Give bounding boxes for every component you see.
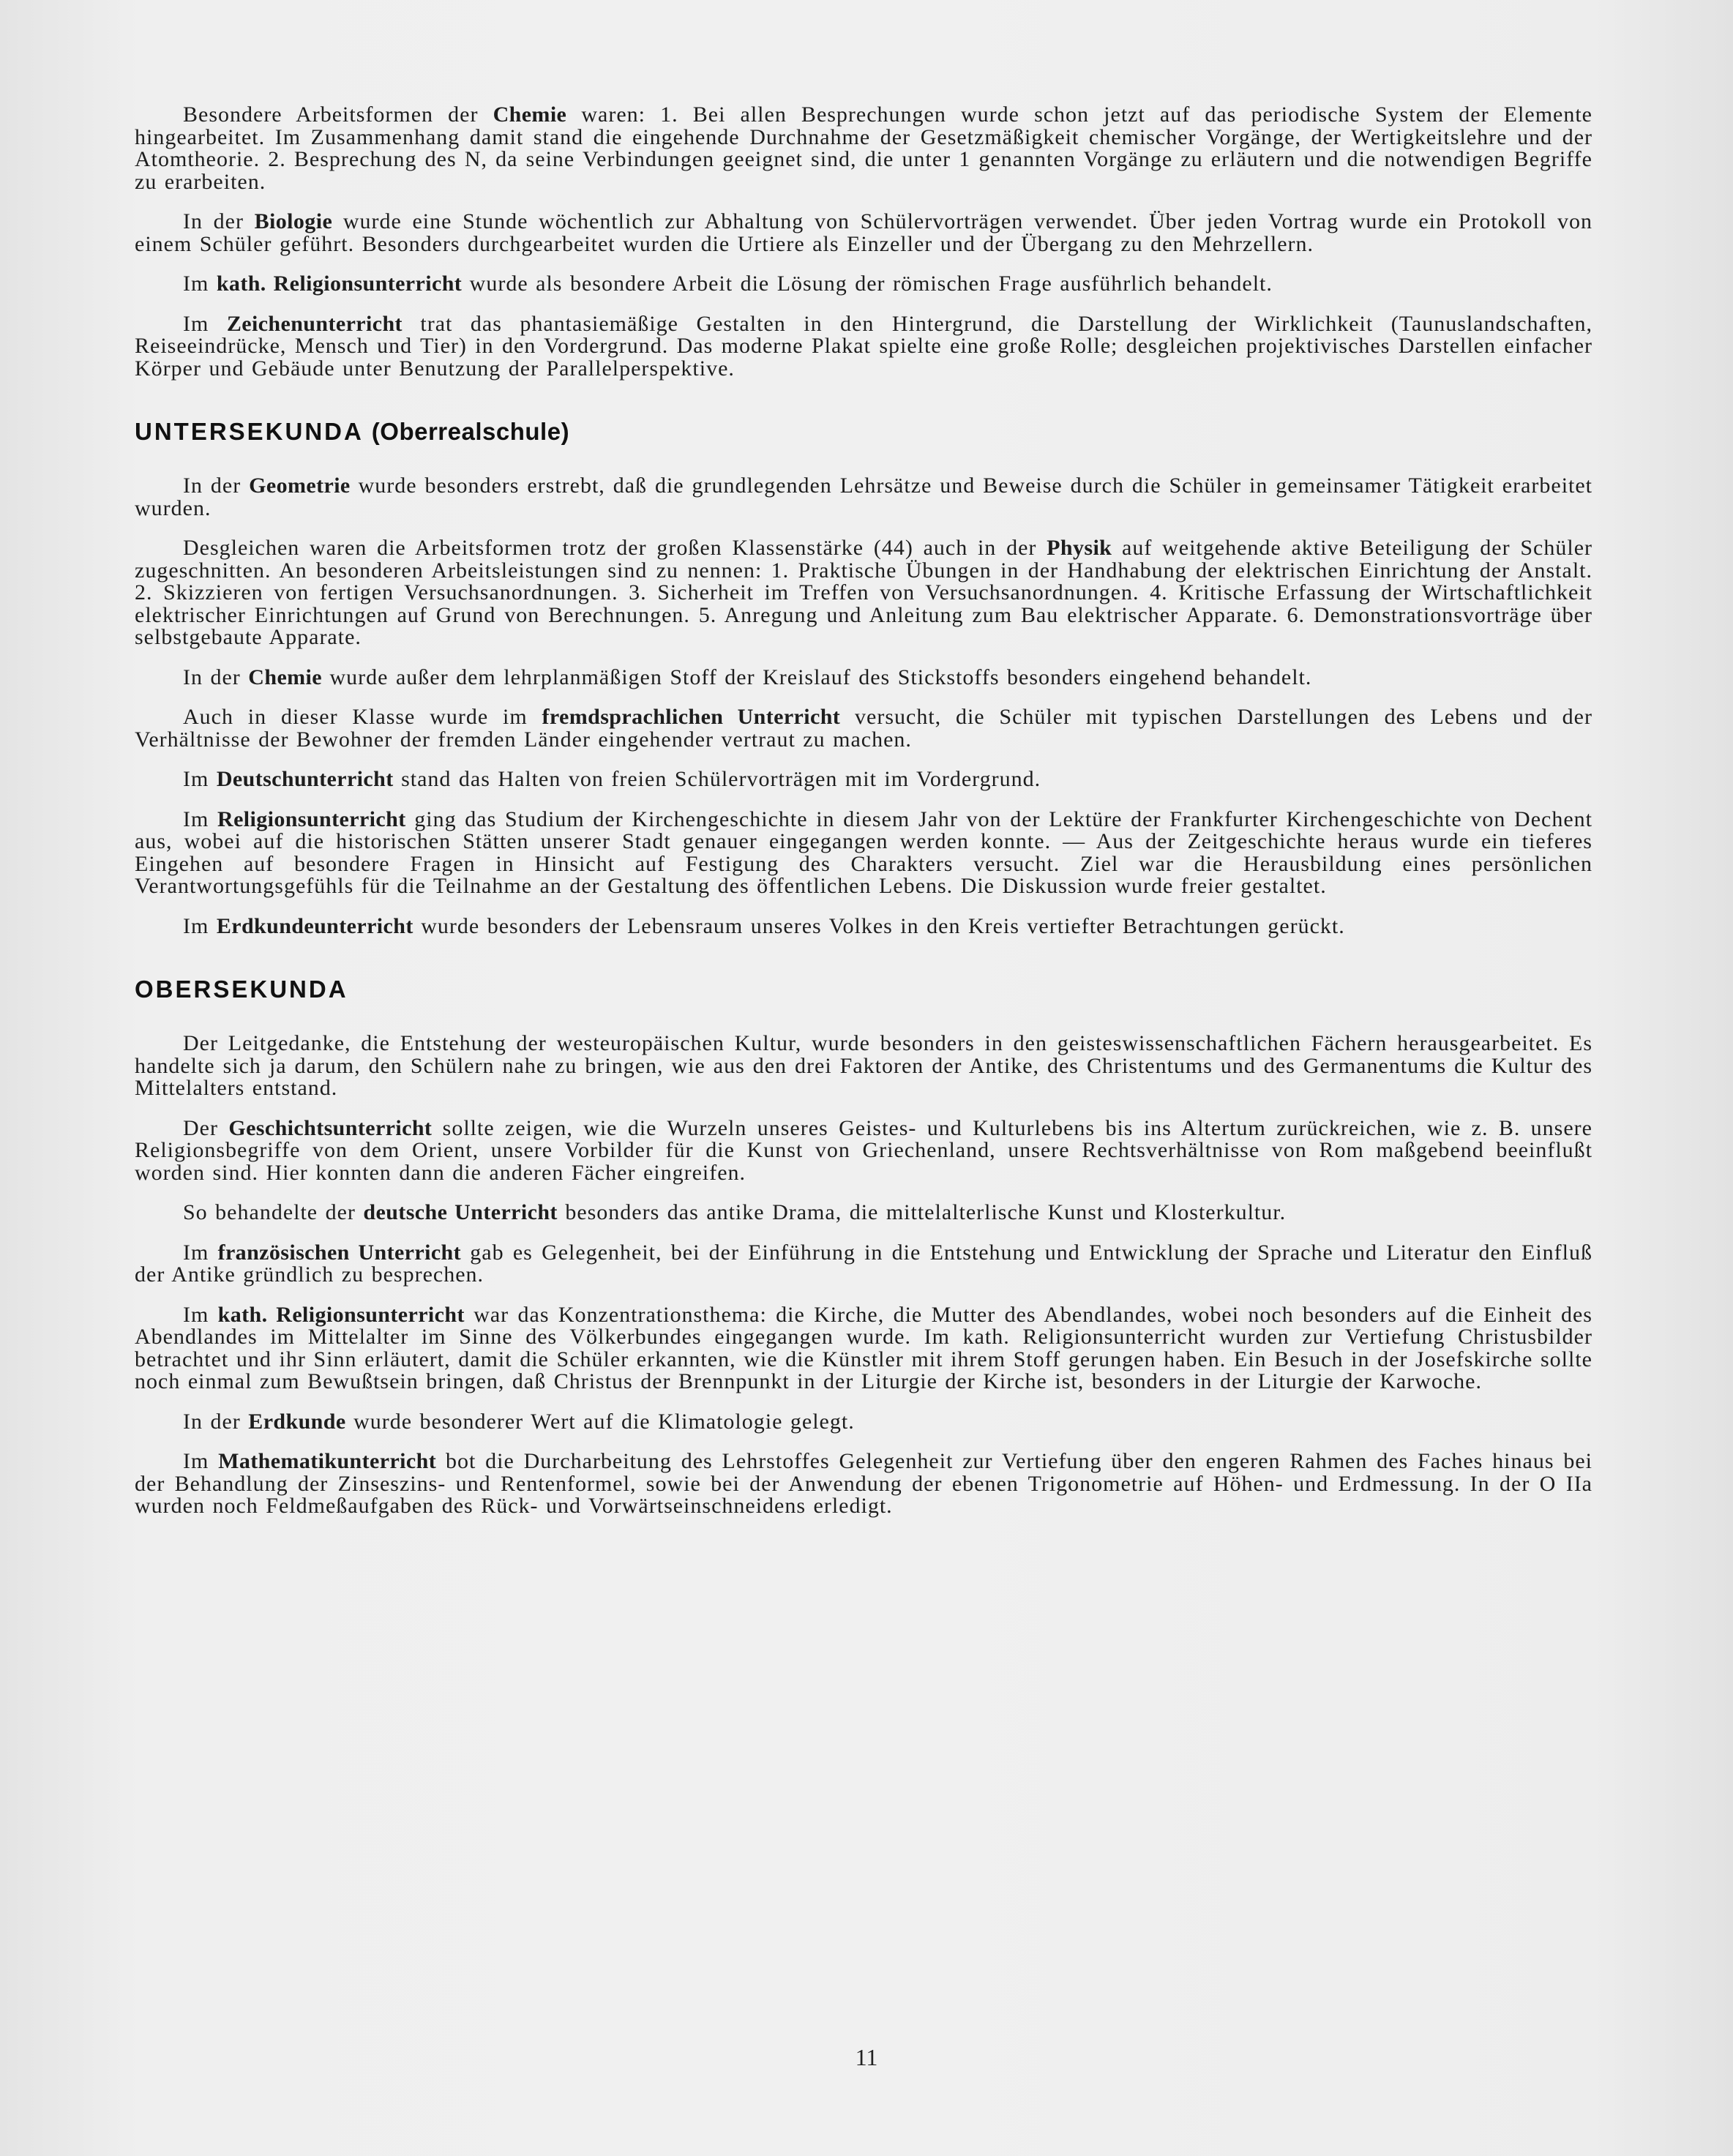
text-fragment: waren: 1. Bei allen Besprechungen wurde schon jetzt auf das periodische System der Elemente hingearbeitet. Im Zusammenhang damit stand die eingehende Durchnahme der Gesetzmäßigkeit chemischer Vorgänge, der Wertigkeitslehre und der Atomtheorie. 2. Besprechung des N, da seine Verbindungen geeignet sind, die unter 1 genannten Vorgänge zu erläutern und die notwendigen Begriffe zu erarbeiten. xyxy=(135,102,1592,194)
text-fragment: auf weitgehende aktive Beteiligung der Schüler zugeschnitten. An besonderen Arbeitsleistungen sind zu nennen: 1. Praktische Übungen in der Handhabung der elektrischen Einrichtung der Anstalt. 2. Skizzieren von fertigen Versuchsanordnungen. 3. Sicherheit im Treffen von Versuchsanordnungen. 4. Kritische Erfassung der Wirtschaftlichkeit elektrischer Einrichtungen auf Grund von Berechnungen. 5. Anregung und Anleitung zum Bau elektrischer Apparate. 6. Demonstrationsvorträge über selbstgebaute Apparate. xyxy=(135,536,1592,649)
subject-geometrie: Geometrie xyxy=(249,474,351,498)
text-fragment: In der xyxy=(183,665,249,689)
paragraph-geschichte xyxy=(135,1115,1592,1185)
text-fragment: wurde als besondere Arbeit die Lösung der römischen Frage ausführlich behandelt. xyxy=(462,272,1273,296)
text-fragment: Im xyxy=(183,913,217,938)
text-fragment: wurde besonderer Wert auf die Klimatologie gelegt. xyxy=(345,1409,855,1434)
text-fragment: stand das Halten von freien Schülervorträgen mit im Vordergrund. xyxy=(393,767,1041,791)
text-fragment: In der xyxy=(183,209,255,233)
text-fragment: wurde außer dem lehrplanmäßigen Stoff der Kreislauf des Stickstoffs besonders eingehend behandelt. xyxy=(322,665,1312,689)
text-fragment: Im xyxy=(183,1240,218,1265)
subject-deutsch: deutsche Unterricht xyxy=(363,1200,558,1224)
section-heading-untersekunda xyxy=(135,418,1592,446)
paragraph-deutsch-os xyxy=(135,1202,1592,1224)
text-fragment: besonders das antike Drama, die mittelalterlische Kunst und Klosterkultur. xyxy=(557,1200,1287,1224)
subject-chemie: Chemie xyxy=(493,102,567,127)
text-fragment: war das Konzentrationsthema: die Kirche, die Mutter des Abendlandes, wobei noch besonders auf die Einheit des Abendlandes im Mittelalter im Sinne des Völkerbundes eingegangen wurde. Im kath. Religionsunterricht wurden zur Vertiefung Christusbilder betrachtet und ihr Sinn erläutert, damit die Schüler erkannten, wie die Künstler mit ihrem Stoff gerungen haben. Ein Besuch in der Josefskirche sollte noch einmal zum Bewußtsein bringen, daß Christus der Brennpunkt in der Liturgie der Kirche ist, besonders in der Liturgie der Karwoche. xyxy=(135,1302,1592,1393)
subject-deutsch: Deutschunterricht xyxy=(216,767,394,791)
text-fragment: Der xyxy=(183,1115,229,1140)
text-fragment: In der xyxy=(183,474,250,498)
text-fragment: bot die Durcharbeitung des Lehrstoffes Gelegenheit zur Vertiefung über den engeren Rahmen des Faches hinaus bei der Behandlung der Zinseszins- und Rentenformel, sowie bei der Anwendung der ebenen Trigonometrie auf Höhen- und Erdmessung. In der O IIa wurden noch Feldmeßaufgaben des Rück- und Vorwärtseinschneidens erledigt. xyxy=(135,1449,1592,1518)
paragraph-erdkunde-us xyxy=(135,913,1592,938)
paragraph-biologie xyxy=(135,211,1592,255)
text-fragment: Im xyxy=(183,272,217,296)
text-fragment: Auch in dieser Klasse wurde im xyxy=(183,705,542,729)
text-fragment: Besondere Arbeitsformen der xyxy=(183,102,493,127)
paragraph-religion xyxy=(135,273,1592,296)
text-fragment: versucht, die Schüler mit typischen Darstellungen des Lebens und der Verhältnisse der Bewohner der fremden Länder eingehender vertraut zu machen. xyxy=(135,705,1592,752)
paragraph-deutsch xyxy=(135,768,1592,791)
paragraph-religion-os xyxy=(135,1304,1592,1393)
page-content xyxy=(135,104,1592,1535)
paragraph-religion-us xyxy=(135,806,1592,898)
text-fragment: wurde besonders erstrebt, daß die grundlegenden Lehrsätze und Beweise durch die Schüler in gemeinsamer Tätigkeit erarbeitet wurden. xyxy=(135,474,1593,520)
subject-chemie: Chemie xyxy=(248,665,323,689)
subject-geschichte: Geschichtsunterricht xyxy=(228,1115,433,1140)
subject-mathematik: Mathematikunterricht xyxy=(218,1449,437,1473)
subject-biologie: Biologie xyxy=(254,209,333,233)
text-fragment: Im xyxy=(183,311,227,336)
paragraph-leitgedanke xyxy=(135,1033,1592,1100)
text-fragment: ging das Studium der Kirchengeschichte in diesem Jahr von der Lektüre der Frankfurter Kirchengeschichte von Dechent aus, wobei auf die historischen Stätten unserer Stadt genauer eingegangen werden konnte. — Aus der Zeitgeschichte heraus wurde ein tieferes Eingehen auf besondere Fragen in Hinsicht auf Festigung des Charakters versucht. Ziel war die Herausbildung eines persönlichen Verantwortungsgefühls für die Teilnahme an der Gestaltung des öffentlichen Lebens. Die Diskussion wurde freier gestaltet. xyxy=(135,806,1592,898)
paragraph-fremdsprachen xyxy=(135,706,1592,751)
text-fragment: wurde eine Stunde wöchentlich zur Abhaltung von Schülervorträgen verwendet. Über jeden Vortrag wurde ein Protokoll von einem Schüler geführt. Besonders durchgearbeitet wurden die Urtiere als Einzeller und der Übergang zu den Mehrzellern. xyxy=(135,209,1593,256)
text-fragment: Desgleichen waren die Arbeitsformen trotz der großen Klassenstärke (44) auch in der xyxy=(183,536,1047,560)
text-fragment: wurde besonders der Lebensraum unseres Volkes in den Kreis vertiefter Betrachtungen gerückt. xyxy=(413,913,1345,938)
text-fragment: sollte zeigen, wie die Wurzeln unseres Geistes- und Kulturlebens bis ins Altertum zurückreichen, wie z. B. unsere Religionsbegriffe von dem Orient, unsere Vorbilder für die Kunst von Griechenland, unsere Rechtsverhältnisse von Rom maßgebend beeinflußt worden sind. Hier konnten dann die anderen Fächer eingreifen. xyxy=(135,1115,1592,1185)
text-fragment: In der xyxy=(183,1409,249,1434)
heading-text: OBERSEKUNDA xyxy=(135,976,348,1003)
text-fragment: Im xyxy=(183,1449,219,1473)
paragraph-erdkunde-os xyxy=(135,1411,1592,1434)
subject-erdkunde: Erdkundeunterricht xyxy=(216,913,413,938)
subject-erdkunde: Erdkunde xyxy=(248,1409,346,1434)
subject-religion: kath. Religionsunterricht xyxy=(216,272,463,296)
paragraph-chemie-us xyxy=(135,667,1592,689)
paragraph-franzoesisch xyxy=(135,1242,1592,1287)
paragraph-physik xyxy=(135,537,1592,649)
text-fragment: So behandelte der xyxy=(183,1200,364,1224)
text-fragment: trat das phantasiemäßige Gestalten in den Hintergrund, die Darstellung der Wirklichkeit (Taunuslandschaften, Reiseeindrücke, Mensch und Tier) in den Vordergrund. Das moderne Plakat spielte eine große Rolle; desgleichen projektivisches Darstellen einfacher Körper und Gebäude unter Benutzung der Parallelperspektive. xyxy=(135,311,1593,381)
text-fragment: Im xyxy=(183,1302,218,1327)
heading-text: UNTERSEKUNDA xyxy=(135,418,363,445)
subject-religion: Religionsunterricht xyxy=(217,806,406,831)
paragraph-chemie xyxy=(135,104,1592,193)
heading-suffix: (Oberrealschule) xyxy=(371,418,570,445)
text-fragment: Im xyxy=(183,767,217,791)
page-number: 11 xyxy=(855,2044,878,2070)
text-fragment: gab es Gelegenheit, bei der Einführung in die Entstehung und Entwicklung der Sprache und Literatur den Einfluß der Antike gründlich zu besprechen. xyxy=(135,1240,1592,1287)
section-heading-obersekunda xyxy=(135,976,1592,1003)
subject-zeichen: Zeichenunterricht xyxy=(226,311,403,336)
subject-religion: kath. Religionsunterricht xyxy=(217,1302,465,1327)
paragraph-geometrie xyxy=(135,475,1592,520)
text-fragment: Der Leitgedanke, die Entstehung der westeuropäischen Kultur, wurde besonders in den geisteswissenschaftlichen Fächern herausgearbeitet. Es handelte sich ja darum, den Schülern nahe zu bringen, wie aus den drei Faktoren der Antike, des Christentums und des Germanentums die Kultur des Mittelalters entstand. xyxy=(135,1031,1592,1100)
subject-fremdsprachen: fremdsprachlichen Unterricht xyxy=(542,705,841,729)
subject-franzoesisch: französischen Unterricht xyxy=(217,1240,462,1265)
paragraph-mathematik xyxy=(135,1451,1592,1518)
subject-physik: Physik xyxy=(1047,536,1112,560)
text-fragment: Im xyxy=(183,806,218,831)
paragraph-zeichen xyxy=(135,313,1592,381)
